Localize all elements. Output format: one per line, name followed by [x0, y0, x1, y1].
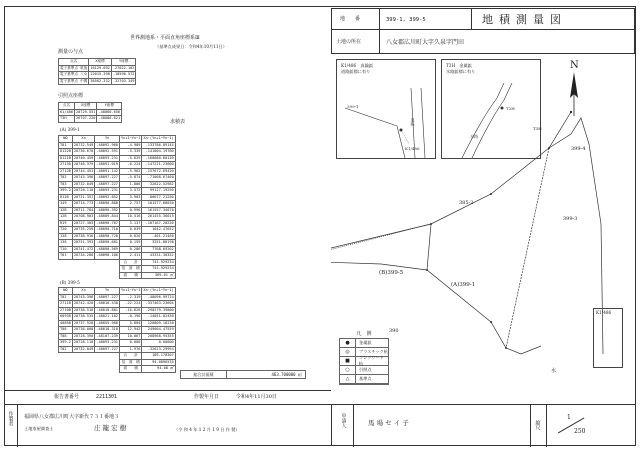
- table-cell: 138: [59, 233, 73, 240]
- table-cell: D122B: [60, 149, 71, 153]
- scale-numerator: 1: [567, 414, 571, 421]
- header-divider: [379, 8, 380, 54]
- legend-label: 引照点: [359, 367, 372, 372]
- table-cell: 20743.396: [73, 175, 94, 179]
- inset-right: K1/486: [593, 308, 623, 368]
- table-row: [59, 188, 176, 195]
- report-row: [4, 390, 331, 404]
- table-cell: -157672.69420: [142, 168, 175, 175]
- table-cell: 0.00000: [142, 340, 175, 347]
- table-cell: T02: [59, 294, 73, 301]
- table-cell: 399-2: [60, 188, 71, 192]
- table-cell: -48107.239: [96, 333, 118, 338]
- table-cell: 20736.670: [73, 149, 94, 153]
- survey-no-label: 報告書番号: [54, 394, 80, 400]
- table-cell: 20738.535: [73, 314, 94, 318]
- table-cell: -71068.67460: [142, 175, 175, 182]
- inset1-title: K1/486 真鍮鋲: [341, 63, 373, 68]
- table-cell: -48090.728: [96, 233, 118, 238]
- parcel-a-label: (A)399-1: [451, 282, 476, 288]
- column-header: NO: [59, 288, 73, 295]
- table-cell: -48090.681: [96, 240, 118, 244]
- table-row: [59, 320, 176, 327]
- table-cell: R12B: [59, 194, 73, 201]
- table-cell: T08: [59, 333, 73, 340]
- table-cell: 20738.510: [73, 307, 94, 312]
- table-cell: T08: [59, 327, 73, 334]
- lot-row: [331, 8, 635, 30]
- table-cell: -48090.710: [96, 227, 118, 231]
- svg-text:399-4: 399-4: [571, 146, 586, 152]
- table-row: [59, 116, 122, 123]
- summary-row: 面 積 94.08 ㎡: [59, 366, 176, 373]
- table-row: [59, 194, 176, 201]
- table-cell: -160680.60120: [142, 155, 175, 162]
- table-row: [59, 109, 122, 116]
- column-header: Yn: [95, 288, 120, 295]
- table-cell: 149: [59, 201, 73, 208]
- coord-note: （基準点成果日：令和4年10月11日）: [155, 44, 227, 49]
- table-cell: 20708.903: [73, 214, 94, 218]
- table-cell: 20737.928: [73, 320, 94, 325]
- table-cell: 20711.784: [73, 207, 94, 212]
- table-cell: R19: [59, 220, 73, 227]
- svg-text:390: 390: [389, 328, 399, 334]
- table-cell: 16129.092: [90, 65, 110, 70]
- table-cell: 7768.69202: [142, 246, 175, 253]
- map-area: [331, 54, 636, 404]
- table-cell: 20746.379: [73, 162, 94, 166]
- applicant-side-label: 申請人: [340, 413, 347, 428]
- table-cell: -5.629: [119, 155, 141, 162]
- table-row: [59, 65, 136, 72]
- table-cell: 20727.303: [73, 220, 94, 225]
- column-header: Xn: [72, 288, 94, 295]
- table-cell: 12B: [59, 214, 73, 221]
- total-area-box: [180, 370, 306, 379]
- table-cell: -48090.888: [96, 201, 118, 205]
- table-cell: -48091.142: [96, 168, 118, 173]
- table-cell: -48089.844: [96, 214, 118, 218]
- table-header-row: [59, 59, 136, 66]
- table-cell: 1042.47652: [142, 227, 175, 234]
- table-row: [59, 175, 176, 182]
- column-header: NO: [59, 136, 73, 143]
- column-header: Xn·(Yn+1−Yn−1): [143, 136, 174, 140]
- svg-text:399-1: 399-1: [347, 104, 359, 109]
- lot-value: 399-1, 399-5: [386, 17, 426, 23]
- applicant-name: 馬 場 セ イ 子: [368, 419, 409, 427]
- table-cell: 12.942: [119, 327, 141, 334]
- parcel-b-label: (B)399-5: [379, 270, 404, 276]
- inset2-sub: 水路鋲標に有り: [446, 69, 476, 74]
- table-cell: 208968.95355: [142, 333, 175, 340]
- table-cell: 5.804: [119, 320, 141, 327]
- summary-row: 面 積 369.61 ㎡: [59, 272, 176, 279]
- column-header: Xn: [72, 136, 94, 143]
- table-cell: T01: [59, 253, 73, 260]
- table-cell: 20738.916: [73, 233, 94, 238]
- legend-label: プラスチック杭: [359, 349, 388, 354]
- table-cell: 20735.259: [73, 227, 94, 231]
- survey-date: 令和4年11月30日: [236, 394, 277, 400]
- table-cell: 249004.47559: [142, 327, 175, 334]
- summary-row: 倍 面 積 741.929234: [59, 266, 176, 273]
- table-cell: 22015.398: [90, 72, 110, 76]
- total-area-value: 463.700000 ㎡: [271, 371, 302, 377]
- survey-no: 2211301: [96, 394, 118, 400]
- table-cell: -14051.02430: [142, 314, 175, 321]
- legend-symbol-icon: ◎: [340, 348, 356, 357]
- table-cell: T01: [59, 142, 73, 149]
- table-cell: -2.319: [119, 294, 141, 301]
- table-cell: 20714.773: [73, 201, 94, 205]
- table-cell: -48096.99724: [142, 294, 175, 301]
- table-cell: 27130: [60, 162, 71, 166]
- table-cell: D121B: [60, 155, 71, 160]
- table-cell: -48090.392: [96, 207, 118, 212]
- lot-label: 地 番: [340, 16, 361, 22]
- svg-text:T3H: T3H: [506, 106, 515, 111]
- table-cell: 20742.420: [73, 301, 94, 305]
- table-cell: 20729.551: [75, 109, 96, 114]
- table-row: [59, 142, 176, 149]
- table-cell: 電子基準点 筑後: [60, 65, 88, 70]
- table-cell: -48060.656: [98, 109, 121, 114]
- header-divider-2: [471, 8, 472, 30]
- title-block: [331, 8, 635, 54]
- table-cell: 20740.459: [73, 155, 94, 160]
- table-cell: -48091.019: [96, 162, 118, 166]
- table-row: [59, 227, 176, 234]
- creator-address: 福岡県八女郡広川町大字新代７３１番地３: [24, 414, 120, 420]
- table-cell: 4085B: [60, 320, 71, 325]
- table-header-row: [59, 103, 122, 110]
- location-value: 八女郡広川町大字久泉字門田: [386, 39, 465, 46]
- table-cell: 2.411: [119, 253, 141, 260]
- table-cell: T3H: [59, 116, 75, 123]
- table-cell: 電子基準点 中間: [60, 78, 88, 83]
- table-cell: 20728.110: [73, 188, 94, 192]
- table1-subtitle: (A) 399-1: [60, 127, 80, 132]
- creator-name: 庄 籠 宏 樹: [94, 424, 127, 432]
- column-header: 点名: [59, 103, 75, 110]
- table-cell: -48055.988: [96, 320, 118, 325]
- table-row: [59, 333, 176, 340]
- table-cell: 20741.472: [73, 246, 94, 251]
- ref-list-table: [58, 102, 122, 123]
- table-cell: -48090.569: [96, 246, 118, 251]
- table-row: [59, 253, 176, 260]
- table-row: [59, 301, 176, 308]
- table-row: [59, 207, 176, 214]
- legend-symbol-icon: ○: [340, 366, 356, 375]
- table-row: [59, 220, 176, 227]
- svg-text:N: N: [570, 60, 579, 71]
- table-row: [59, 78, 136, 85]
- table-row: [59, 346, 176, 353]
- survey-date-label: 作製年月日: [194, 394, 220, 400]
- table-cell: -48090.106: [96, 253, 118, 257]
- table-cell: 20728.390: [73, 333, 94, 338]
- column-header: Yn+1−Yn−1: [120, 136, 141, 140]
- svg-text:水路: 水路: [470, 134, 478, 139]
- ref-list-title: 引照点座標: [58, 93, 84, 99]
- inset1-sub: 道路鋲標に有り: [341, 69, 371, 74]
- table-row: [59, 246, 176, 253]
- applicant-block: [331, 404, 636, 446]
- table-cell: 20732.549: [73, 142, 94, 147]
- table-cell: -6.224: [119, 162, 141, 169]
- table-cell: 36562.332: [90, 78, 110, 83]
- table-row: [59, 314, 176, 321]
- scale-divider: [530, 405, 531, 447]
- column-header: Yn: [95, 136, 120, 143]
- table-cell: -5.874: [119, 175, 141, 182]
- table-row: [59, 181, 176, 188]
- table-cell: -107167.28220: [142, 220, 175, 227]
- scale-label: 縮尺: [534, 420, 541, 430]
- table-row: [59, 162, 176, 169]
- table-cell: -48092.960: [96, 142, 118, 147]
- table-row: [59, 327, 176, 334]
- creator-role: 土地家屋調査士: [24, 426, 54, 431]
- summary-row: 合 計 189.178307: [59, 353, 176, 360]
- table-cell: T02: [59, 346, 73, 353]
- table-cell: T02: [59, 175, 73, 182]
- table-cell: -48018.318: [96, 327, 118, 331]
- table-cell: -48097.227: [96, 175, 118, 179]
- table-cell: -32623.29994: [142, 346, 175, 353]
- table-row: [59, 201, 176, 208]
- table-cell: 3.572: [119, 188, 141, 195]
- coord-system: 世界測地系・平面直角座標系Ⅲ: [130, 35, 200, 41]
- table-cell: 20734.200: [73, 253, 94, 257]
- table-cell: -48093.231: [96, 340, 118, 344]
- table-cell: -16.826: [119, 307, 141, 314]
- table-cell: 0.996: [119, 207, 141, 214]
- scale-divider-2: [546, 405, 547, 447]
- svg-text:385-2: 385-2: [459, 200, 474, 206]
- table-cell: -48097.227: [96, 294, 118, 299]
- table-cell: 80677.21250: [142, 194, 175, 201]
- legend-symbol-icon: ■: [340, 357, 356, 366]
- table-cell: 20738.000: [73, 327, 94, 331]
- table-cell: 0.000: [119, 340, 141, 347]
- table-cell: 20751.393: [73, 240, 94, 244]
- table-row: [59, 294, 176, 301]
- table-cell: -22.224: [119, 301, 141, 308]
- table-cell: 3251.88198: [142, 240, 175, 247]
- legend: [339, 330, 389, 385]
- summary-row: 合 計 741.929234: [59, 259, 176, 266]
- summary-row: 倍 面 積 94.0896535: [59, 359, 176, 366]
- column-header: 点名: [59, 59, 89, 66]
- table-cell: -18596.572: [112, 72, 135, 76]
- location-label: 土地の所在: [336, 39, 362, 45]
- location-row: [331, 30, 635, 54]
- table-cell: -32703.349: [112, 78, 135, 83]
- table-cell: 20743.396: [73, 294, 94, 299]
- applicant-side: [332, 405, 354, 447]
- table-cell: 10.067: [119, 333, 141, 340]
- table-row: [59, 240, 176, 247]
- table-row: [59, 168, 176, 175]
- column-header: Yn+1−Yn−1: [120, 288, 141, 292]
- svg-text:道路: 道路: [410, 118, 416, 126]
- table-cell: 10.516: [119, 214, 141, 221]
- column-header: Y座標: [97, 103, 122, 110]
- table-cell: K1/486: [60, 109, 73, 114]
- table-cell: -401.21460: [142, 233, 175, 240]
- table-cell: 20721.357: [73, 194, 94, 199]
- table-cell: 1.976: [119, 346, 141, 353]
- table-row: [59, 233, 176, 240]
- total-area-label: 総合計面積: [181, 370, 227, 379]
- legend-label: コンクリート杭: [358, 355, 384, 366]
- table-cell: 120809.16230: [142, 320, 175, 327]
- legend-symbol-icon: △: [340, 375, 356, 384]
- column-header: X座標: [89, 59, 111, 66]
- doc-title: 地積測量図: [482, 13, 567, 26]
- table-row: [59, 307, 176, 314]
- svg-text:水: 水: [551, 368, 557, 374]
- table-cell: -0.196: [119, 314, 141, 321]
- table-cell: -48092.852: [96, 194, 118, 199]
- table-cell: -48080.621: [98, 116, 121, 120]
- table-cell: 0.159: [119, 240, 141, 247]
- table-row: [59, 214, 176, 221]
- area-table-title: 求積表: [170, 119, 186, 125]
- creator-block: [4, 404, 331, 446]
- table-cell: T03: [59, 181, 73, 188]
- table-cell: 0.286: [119, 246, 141, 253]
- table-cell: T20: [59, 227, 73, 234]
- table-cell: -48010.881: [96, 307, 118, 312]
- table-cell: 0.039: [119, 227, 141, 234]
- table-cell: 2.757: [119, 201, 141, 208]
- table-cell: -48090.707: [96, 220, 118, 225]
- table-cell: 20744.451: [73, 168, 94, 173]
- svg-text:K1/486: K1/486: [405, 146, 420, 151]
- table-cell: T10: [59, 246, 73, 253]
- table-cell: -27022.102: [112, 65, 135, 70]
- ref-points-title: 測量の与点: [58, 49, 84, 55]
- creator-side: [4, 405, 18, 447]
- table-row: [59, 72, 136, 79]
- scale-denominator: 250: [574, 428, 586, 435]
- table-cell: 0.026: [119, 233, 141, 240]
- svg-text:399-3: 399-3: [563, 216, 578, 222]
- table-cell: -141004.19760: [142, 149, 175, 156]
- table-cell: -5.962: [119, 168, 141, 175]
- column-header: X座標: [74, 103, 96, 110]
- creator-side-label: 作製者: [7, 411, 14, 426]
- table-cell: K093B: [60, 314, 71, 318]
- table-cell: 20732.049: [73, 346, 94, 351]
- table-cell: 1.806: [119, 181, 141, 188]
- table-cell: -4.909: [119, 142, 141, 149]
- table-cell: 43331.30352: [142, 253, 175, 260]
- table-cell: 2712B: [60, 168, 71, 173]
- table-cell: -290279.39800: [142, 307, 175, 314]
- column-header: Xn·(Yn+1−Yn−1): [143, 288, 174, 292]
- table-cell: -337463.23604: [142, 301, 175, 308]
- table-cell: 2710B: [60, 307, 71, 312]
- table-cell: 3.903: [119, 194, 141, 201]
- area-table-a: [58, 135, 176, 279]
- table-cell: -48010.438: [96, 301, 118, 305]
- table-cell: -48097.227: [96, 181, 118, 186]
- table-cell: 20728.110: [73, 340, 94, 344]
- column-header: Y座標: [111, 59, 136, 66]
- table-cell: -48093.231: [96, 188, 118, 192]
- table-cell: 電子基準点 八女: [60, 72, 88, 76]
- legend-item: [340, 375, 388, 384]
- legend-label: 基準点: [359, 376, 372, 381]
- table-cell: 12B: [59, 207, 73, 214]
- table-row: [59, 155, 176, 162]
- table-cell: 101577.68030: [142, 201, 175, 208]
- table-cell: 138: [59, 240, 73, 247]
- legend-title: 凡 例: [356, 331, 372, 337]
- table-cell: -48092.591: [96, 149, 118, 153]
- table-cell: 99127.19250: [142, 188, 175, 195]
- table-row: [59, 149, 176, 156]
- table-cell: -147221.23600: [142, 162, 175, 169]
- ref-points-table: [58, 58, 136, 85]
- legend-symbol-icon: ●: [340, 339, 356, 348]
- table-cell: 20732.049: [73, 181, 94, 186]
- svg-text:T3H: T3H: [533, 126, 542, 131]
- table-cell: 161557.34070: [142, 207, 175, 214]
- table-cell: 26707.220: [75, 116, 96, 120]
- table-cell: 3.137: [119, 220, 141, 227]
- table-cell: -48021.102: [96, 314, 118, 318]
- table-cell: 2711B: [60, 301, 71, 305]
- legend-label: 金属鋲: [359, 340, 372, 345]
- creator-seal-note: （令 和 4 年 1 2 月 1 9 日 作 製）: [174, 427, 240, 432]
- inset2-title: T3H 金属鋲: [446, 63, 472, 68]
- table-cell: -133786.89145: [142, 142, 175, 149]
- table2-subtitle: (B) 399-5: [60, 280, 80, 285]
- area-table-b: [58, 287, 176, 373]
- table-cell: -48093.231: [96, 155, 118, 160]
- table-cell: -48097.227: [96, 346, 118, 351]
- table-cell: 399-2: [60, 340, 71, 344]
- table-cell: -5.339: [119, 149, 141, 156]
- table-cell: 32822.52982: [142, 181, 175, 188]
- table-cell: 261455.36015: [142, 214, 175, 221]
